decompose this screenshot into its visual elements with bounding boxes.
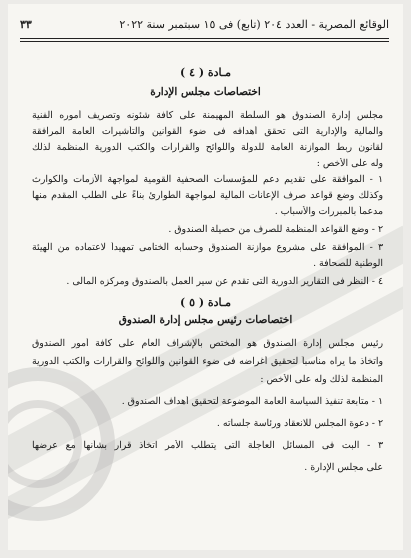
article-4-line: ٣ - الموافقة على مشروع موازنة الصندوق وحسابه الختامى تمهيداً لاعتماده من الهيئة [32, 242, 383, 253]
article-5-line: رئيس مجلس إدارة الصندوق هو المختص بالإشراف العام على كافة أمور الصندوق [32, 338, 383, 349]
article-5-line: المنظمة لذلك وله على الأخص : [260, 374, 383, 385]
article-4-line: مجلس إدارة الصندوق هو السلطة المهيمنة على كافة شئونه وتصريف أموره الفنية [32, 110, 383, 121]
article-5-line: على مجلس الإدارة . [304, 462, 383, 473]
article-5-heading: مـادة ( ٥ ) [180, 296, 231, 309]
gazette-page [8, 4, 403, 550]
article-4-heading: مـادة ( ٤ ) [180, 66, 231, 79]
article-4-line: ٢ - وضع القواعد المنظمة للصرف من حصيلة الصندوق . [168, 224, 383, 235]
article-5-line: ٣ - البت فى المسائل العاجلة التى يتطلب الأمر اتخاذ قرار بشأنها مع عرضها [32, 440, 383, 451]
page-number: ٣٣ [20, 18, 32, 31]
article-4-line: لقانون ربط الموازنة العامة للدولة واللوائح والقرارات والكتب الدورية المنظمة لذلك [32, 142, 383, 153]
header-rule [20, 38, 389, 39]
article-5-title: اختصاصات رئيس مجلس إدارة الصندوق [118, 314, 293, 326]
article-5-line: واتخاذ ما يراه مناسباً لتحقيق أغراضه فى ضوء القوانين واللوائح والقرارات والكتب الدورية [32, 356, 383, 367]
article-5-line: ١ - متابعة تنفيذ السياسة العامة الموضوعة لتحقيق أهداف الصندوق . [121, 396, 383, 407]
article-4-line: ٤ - النظر فى التقارير الدورية التى تقدم عن سير العمل بالصندوق ومركزه المالى . [66, 276, 383, 287]
article-5-line: ٢ - دعوة المجلس للانعقاد ورئاسة جلساته . [216, 418, 383, 429]
header-rule-2 [20, 41, 389, 42]
article-4-line: والمالية والإدارية التى تحقق أهدافه فى ضوء القوانين والتأشيرات العامة المرافقة [32, 126, 383, 137]
article-4-title: اختصاصات مجلس الإدارة [150, 86, 261, 98]
article-4-line: ١ - الموافقة على تقديم دعم للمؤسسات الصحفية القومية لمواجهة الأزمات والكوارث [32, 174, 383, 185]
article-4-line: مدعماً بالمبررات والأسباب . [274, 206, 383, 217]
article-4-line: وكذلك وضع قواعد صرف الإعانات المالية لمواجهة الطوارئ بناءً على الطلب المقدم منها [32, 190, 383, 201]
page-header [20, 18, 389, 31]
article-4-line: الوطنية للصحافة . [313, 258, 383, 269]
article-4-line: وله على الأخص : [316, 158, 383, 169]
header-running-title: الوقائع المصرية - العدد ٢٠٤ (تابع) فى ١٥ سبتمبر سنة ٢٠٢٢ [119, 18, 389, 31]
